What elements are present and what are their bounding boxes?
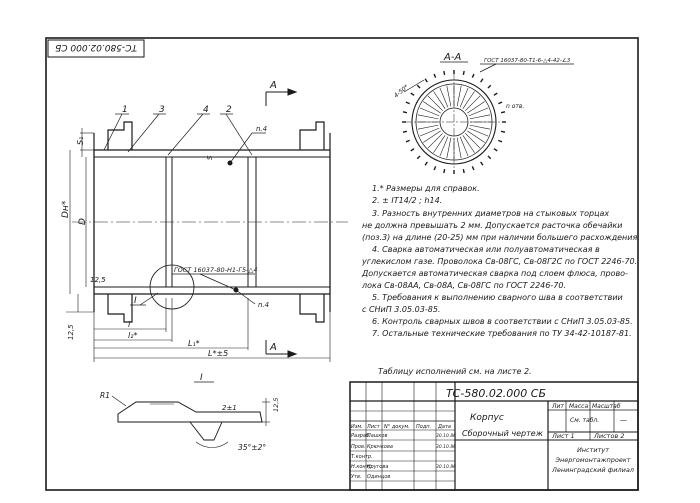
section-rib xyxy=(447,86,451,107)
note-line: 7. Остальные технические требования по ТУ 34-42-10187-81. xyxy=(372,329,632,338)
section-tooth xyxy=(406,102,410,104)
section-rib xyxy=(460,137,468,156)
sig-role: Н.контр. xyxy=(351,464,374,470)
section-rib xyxy=(420,128,439,136)
dim-l: l xyxy=(128,320,131,329)
section-tooth xyxy=(498,102,502,104)
sig-date: 30.10.86 xyxy=(436,434,457,439)
leader-2: 2 xyxy=(226,105,232,115)
sig-name: Крючкова xyxy=(367,444,393,450)
sig-header: Лист xyxy=(367,424,380,430)
section-rib xyxy=(457,86,461,107)
table-note: Таблицу исполнений см. на листе 2. xyxy=(378,367,532,376)
title-part-name: Корпус xyxy=(470,413,504,423)
weld-n4-bottom: n.4 xyxy=(258,301,270,309)
sig-role: Утв. xyxy=(351,474,362,480)
section-holes: n отв. xyxy=(506,103,525,110)
dim-L: L*±5 xyxy=(208,349,229,358)
sig-name: Одинцов xyxy=(367,474,391,480)
note-line: не должна превышать 2 мм. Допускается расточка обечайки xyxy=(362,221,623,230)
section-dim: 4-50* xyxy=(392,83,411,100)
dim-dn: Dн* xyxy=(61,200,71,218)
section-rib xyxy=(418,115,439,119)
section-tooth xyxy=(411,149,414,151)
detail-title: I xyxy=(200,373,203,383)
section-rib xyxy=(440,88,448,107)
section-weld-mark: ГОСТ 16037-80-Т1-6-△4-42-∠3 xyxy=(484,58,571,64)
section-tooth xyxy=(488,156,491,159)
dim-s: S xyxy=(206,155,214,160)
section-tooth xyxy=(434,166,436,170)
note-line: 6. Контроль сварных швов в соответствии с СНиП 3.05.03-85. xyxy=(372,317,633,326)
sig-header: Изм. xyxy=(351,424,363,430)
weld-n4-top: n.4 xyxy=(256,125,268,133)
section-rib xyxy=(433,135,445,152)
note-line: лока Св-08АА, Св-08А, Св-08ГС по ГОСТ 2246-70. xyxy=(362,281,566,290)
section-tooth xyxy=(417,156,420,159)
leader-3: 3 xyxy=(159,105,165,115)
sig-header: N° докум. xyxy=(384,424,410,430)
section-rib xyxy=(447,138,451,159)
section-tooth xyxy=(411,93,414,95)
note-line: (поз.3) на длине (20-25) мм при наличии большего расхождения. xyxy=(362,233,640,242)
section-tooth xyxy=(481,162,483,165)
note-line: углекислом газе. Проволока Св-08ГС, Св-08Г2С по ГОСТ 2246-70. xyxy=(362,257,638,266)
title-doc-number: ТС-580.02.000 СБ xyxy=(445,387,547,400)
section-tooth xyxy=(498,140,502,142)
sig-name: Пашков xyxy=(367,433,388,439)
section-rib xyxy=(467,131,484,143)
title-scale-value: — xyxy=(620,416,627,424)
section-aa-view xyxy=(402,70,506,174)
section-rib xyxy=(463,91,475,108)
section-tooth xyxy=(481,79,483,82)
section-tooth xyxy=(403,112,407,113)
dim-s1: S₁ xyxy=(76,136,85,145)
detail-125: 12,5 xyxy=(272,397,280,412)
note-line: 5. Требования к выполнению сварного шва в соответствии xyxy=(372,293,623,302)
title-h-mass: Масса xyxy=(569,403,589,410)
note-line: 4. Сварка автоматическая или полуавтоматическая в xyxy=(372,245,600,254)
sig-role: Т.контр. xyxy=(351,454,373,460)
section-tooth xyxy=(472,166,474,170)
leader-lines xyxy=(104,114,266,304)
section-tooth xyxy=(501,112,505,113)
section-tooth xyxy=(403,131,407,132)
title-org-3: Ленинградский филиал xyxy=(552,466,634,474)
section-tooth xyxy=(463,71,464,75)
sig-role: Разраб. xyxy=(351,433,371,439)
note-line: 2. ± IT14/2 ; h14. xyxy=(372,196,443,205)
detail-view xyxy=(112,396,270,448)
detail-211: 2±1 xyxy=(222,404,237,412)
section-rib xyxy=(463,135,475,152)
weld-main-label: ГОСТ 16037-80-Н1-Г5-△4 xyxy=(174,266,258,274)
section-rib xyxy=(465,96,480,111)
detail-mark-main: I xyxy=(134,296,137,306)
dim-d: D xyxy=(78,218,88,225)
section-tooth xyxy=(494,149,497,151)
dim-125-small: 12,5 xyxy=(90,276,106,284)
section-mark-top: А xyxy=(270,80,277,91)
section-rib xyxy=(423,131,440,143)
detail-angle: 35°±2° xyxy=(238,443,267,452)
section-rib xyxy=(440,137,448,156)
section-rib xyxy=(433,91,445,108)
note-line: с СНиП 3.05.03-85. xyxy=(362,305,441,314)
section-tooth xyxy=(494,93,497,95)
note-line: Допускается автоматическая сварка под слоем флюса, прово- xyxy=(362,269,628,278)
leader-4: 4 xyxy=(203,105,209,115)
section-tooth xyxy=(501,131,505,132)
section-rib xyxy=(470,125,491,129)
note-line: 1.* Размеры для справок. xyxy=(372,184,480,193)
leader-1: 1 xyxy=(122,105,128,115)
sig-date: 30.10.86 xyxy=(436,445,457,450)
section-tooth xyxy=(425,79,427,82)
section-rib xyxy=(428,133,443,148)
section-rib xyxy=(470,115,491,119)
section-tooth xyxy=(434,74,436,78)
dim-125-side: 12,5 xyxy=(67,324,75,340)
sig-header: Подп. xyxy=(416,424,432,430)
section-rib xyxy=(457,138,461,159)
section-title: А-А xyxy=(444,52,462,63)
section-tooth xyxy=(417,85,420,88)
section-rib xyxy=(418,125,439,129)
sig-name: Кругова xyxy=(367,464,389,470)
section-rib xyxy=(469,128,488,136)
section-arrows xyxy=(266,89,296,357)
section-rib xyxy=(467,101,484,113)
sig-header: Дата xyxy=(438,424,451,430)
section-tooth xyxy=(472,74,474,78)
title-mass-value: См. табл. xyxy=(570,417,600,424)
section-rib xyxy=(428,96,443,111)
section-rib xyxy=(465,133,480,148)
main-view xyxy=(72,122,348,322)
section-tooth xyxy=(488,85,491,88)
title-sheets: Листов 2 xyxy=(594,432,625,440)
dim-l1: L₁* xyxy=(188,339,200,348)
sig-date: 30.10.86 xyxy=(436,465,457,470)
dim-l2: l₂* xyxy=(128,331,138,340)
section-tooth xyxy=(444,169,445,173)
title-doc-type: Сборочный чертеж xyxy=(462,429,543,438)
section-tooth xyxy=(425,162,427,165)
note-line: 3. Разность внутренних диаметров на стыковых торцах xyxy=(372,209,610,218)
top-stamp-text: ТС-580.02.000 СБ xyxy=(55,42,137,52)
title-sheet: Лист 1 xyxy=(552,432,575,440)
section-mark-bottom: А xyxy=(270,342,277,353)
detail-r1: R1 xyxy=(100,391,110,400)
section-rib xyxy=(423,101,440,113)
dimension-lines xyxy=(66,128,330,362)
section-rib xyxy=(420,108,439,116)
title-org-2: Энергомонтажпроект xyxy=(555,456,631,464)
section-rib xyxy=(460,88,468,107)
title-h-lit: Лит xyxy=(552,403,564,410)
section-tooth xyxy=(444,71,445,75)
title-h-scale: Масштаб xyxy=(592,403,621,410)
notes-block xyxy=(361,184,640,338)
sig-role: Пров. xyxy=(351,444,366,450)
title-org-1: Институт xyxy=(576,446,610,454)
section-rib xyxy=(469,108,488,116)
section-tooth xyxy=(463,169,464,173)
section-tooth xyxy=(406,140,410,142)
